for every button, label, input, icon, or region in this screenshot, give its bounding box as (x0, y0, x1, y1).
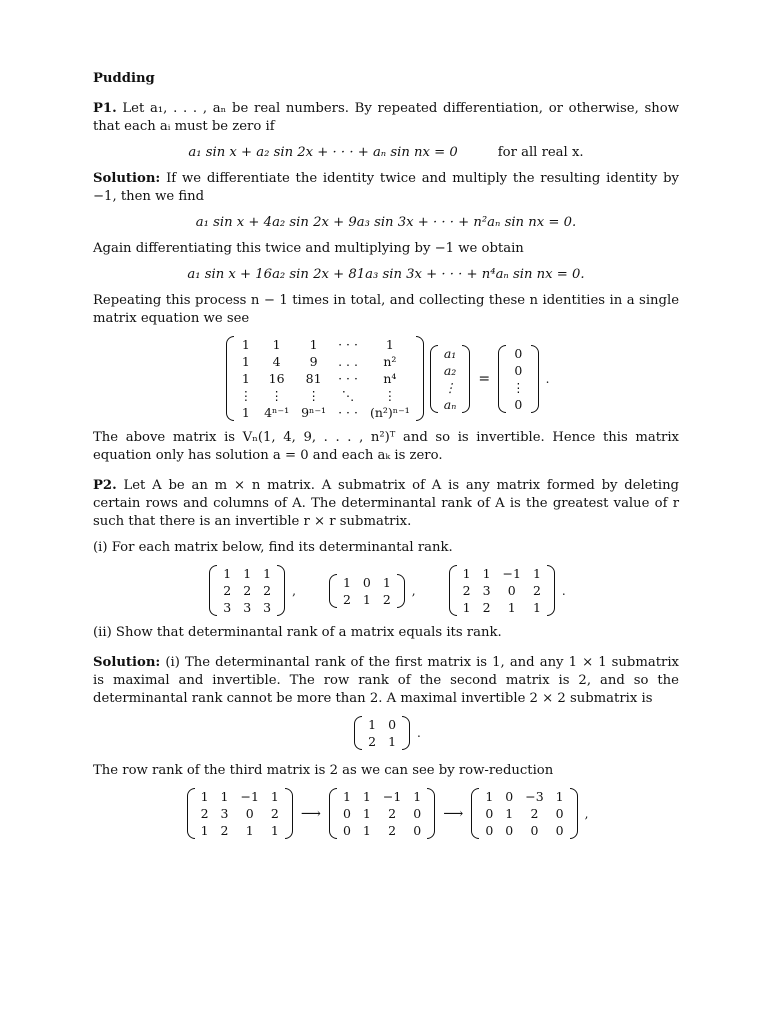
matrix-cell: 1 (270, 823, 279, 838)
matrix-cell: 0 (342, 806, 351, 821)
matrix-cell: 1 (243, 566, 252, 581)
matrix-cell: 1 (482, 566, 491, 581)
matrix-cell: 1 (462, 566, 471, 581)
matrix-cell: 0 (388, 717, 397, 732)
matrix-cell: 1 (385, 337, 394, 352)
matrix-cell: 0 (555, 823, 564, 838)
vector-a (430, 345, 471, 413)
matrix-cell: 2 (530, 806, 539, 821)
matrix-cell: 3 (263, 600, 272, 615)
matrix-cell: 16 (268, 371, 285, 386)
matrix-cell: 1 (245, 823, 254, 838)
matrix-cell: ⋱ (341, 388, 355, 403)
matrix-cell: 1 (413, 789, 422, 804)
matrix-cell: 1 (342, 574, 351, 590)
matrix-cell: 0 (342, 823, 351, 838)
matrix-cell: 1 (220, 789, 229, 804)
matrix-cell: 1 (382, 574, 391, 590)
matrix-cell: 1 (200, 789, 209, 804)
matrix-cell: 3 (223, 600, 232, 615)
matrix-cell: 0 (514, 345, 523, 361)
matrix-cell: aₙ (443, 396, 457, 412)
matrix-cell: 1 (270, 789, 279, 804)
p1-statement: P1. Let a₁, . . . , aₙ be real numbers. By repeated differentiation, or otherwise, show that each aᵢ must be zero if (93, 101, 679, 134)
matrix-cell: 0 (514, 362, 523, 378)
matrix-cell: 81 (305, 371, 322, 386)
matrix-cell: 0 (485, 806, 494, 821)
matrix-cell: 2 (220, 823, 229, 838)
matrix-cell: 1 (263, 566, 272, 581)
matrix-cell: ⋮ (383, 388, 397, 403)
matrix-cell: 1 (368, 717, 377, 732)
matrix-cell: 1 (507, 600, 516, 615)
rr-matrix-3 (471, 788, 577, 839)
p1-solution: Solution: If we differentiate the identity twice and multiply the resulting identity by −1, then we find (93, 171, 680, 204)
matrix-cell: 1 (309, 337, 318, 352)
matrix-cell: 1 (555, 789, 564, 804)
matrix-cell: 1 (362, 823, 371, 838)
submatrix (354, 716, 410, 750)
matrix-cell: 0 (245, 806, 254, 821)
matrix-cell: 2 (462, 583, 471, 598)
matrix-cell: 0 (530, 823, 539, 838)
matrix-cell: 2 (270, 806, 279, 821)
matrix-cell: 2 (482, 600, 491, 615)
rr-matrix-1 (187, 788, 293, 839)
matrix-cell: · · · (338, 371, 358, 386)
p2-part-ii: (ii) Show that determinantal rank of a matrix equals its rank. (93, 625, 502, 640)
p1-eq3: a₁ sin x + 16a₂ sin 2x + 81a₃ sin 3x + · · · + n⁴aₙ sin nx = 0. (187, 267, 585, 282)
p2-statement: P2. Let A be an m × n matrix. A submatrix of A is any matrix formed by deleting certain rows and columns of A. The determinantal rank of A is the greatest value of r such that there is an invertible r × r submatrix. (93, 478, 680, 529)
p1-equation: a₁ sin x + a₂ sin 2x + · · · + aₙ sin nx = 0 for all real x. (188, 145, 584, 160)
matrix-cell: 4 (272, 354, 281, 369)
p2-solution: Solution: (i) The determinantal rank of the first matrix is 1, and any 1 × 1 submatrix is maximal and invertible. The row rank of the second matrix is 2, and so the determinantal rank cannot be more than 2. A maximal invertible 2 × 2 submatrix is (93, 655, 679, 706)
matrix-cell: 1 (485, 789, 494, 804)
matrix-cell: 1 (200, 823, 209, 838)
matrix-cell: a₂ (443, 362, 457, 378)
p1-eq2: a₁ sin x + 4a₂ sin 2x + 9a₃ sin 3x + · · · + n²aₙ sin nx = 0. (195, 215, 577, 230)
matrix-cell: 4ⁿ⁻¹ (264, 405, 290, 420)
matrix-cell: 1 (505, 806, 514, 821)
matrix-cell: · · · (338, 405, 358, 420)
matrix-cell: n² (383, 354, 397, 369)
matrix-cell: ⋮ (307, 388, 320, 403)
matrix-cell: 1 (272, 337, 281, 352)
matrix-cell: 0 (505, 823, 514, 838)
matrix-cell: 2 (368, 734, 377, 749)
matrix-cell: 0 (413, 823, 422, 838)
matrix-cell: 2 (388, 806, 397, 821)
matrix-2 (329, 574, 405, 608)
matrix-1 (209, 565, 285, 616)
matrix-cell: 1 (532, 566, 541, 581)
p2-matrices: 1 1 1 2 2 2 3 3 3 , 1 0 1 2 1 2 , 1 1 −1 1 2 3 0 2 1 2 1 1 . (93, 565, 679, 616)
matrix-cell: 3 (243, 600, 252, 615)
matrix-cell: 1 (241, 371, 250, 386)
matrix-cell: a₁ (443, 345, 457, 361)
row-reduction: 1 1 −1 1 2 3 0 2 1 2 1 1 ⟶ 1 1 −1 1 0 1 2 0 0 1 2 0 ⟶ 1 0 −3 1 0 1 2 0 0 0 0 0 , (93, 788, 679, 839)
arrow-2: ⟶ (443, 805, 464, 822)
matrix-cell: ⋮ (512, 379, 525, 395)
matrix-cell: 3 (220, 806, 229, 821)
matrix-cell: (n²)ⁿ⁻¹ (369, 405, 410, 420)
matrix-cell: −1 (382, 789, 402, 804)
matrix-cell: 0 (507, 583, 516, 598)
matrix-cell: 3 (482, 583, 491, 598)
p1-conclusion: The above matrix is Vₙ(1, 4, 9, . . . , n²)ᵀ and so is invertible. Hence this matrix equation only has solution a = 0 and each aₖ is zero. (93, 430, 679, 463)
matrix-cell: 2 (243, 583, 252, 598)
matrix-cell: ⋮ (270, 388, 283, 403)
p2-part-i: (i) For each matrix below, find its determinantal rank. (93, 540, 453, 555)
matrix-cell: · · · (338, 337, 358, 352)
matrix-cell: 2 (223, 583, 232, 598)
equals-sign: = (478, 370, 491, 387)
matrix-cell: 2 (382, 591, 391, 607)
matrix-cell: 1 (462, 600, 471, 615)
p1-matrix-equation: 1 1 1 · · · 1 1 4 9 . . . n² 1 16 81 · · · n⁴ ⋮ ⋮ ⋮ ⋱ ⋮ 1 4ⁿ⁻¹ 9ⁿ⁻¹ · · · (n²)ⁿ⁻¹ a₁ a₂ ⋮ aₙ = 0 0 ⋮ 0 . (93, 336, 679, 421)
matrix-cell: 1 (241, 405, 250, 420)
p2-text-rr: The row rank of the third matrix is 2 as we can see by row-reduction (93, 763, 554, 778)
matrix-cell: 2 (342, 591, 351, 607)
section-title: Pudding (93, 71, 155, 86)
matrix-cell: −1 (502, 566, 521, 581)
matrix-cell: 1 (362, 806, 371, 821)
matrix-cell: ⋮ (239, 388, 253, 403)
matrix-cell: 1 (223, 566, 232, 581)
vandermonde-matrix (226, 336, 424, 421)
matrix-cell: 1 (388, 734, 397, 749)
arrow-1: ⟶ (300, 805, 321, 822)
matrix-cell: 0 (555, 806, 564, 821)
matrix-cell: 1 (362, 591, 371, 607)
matrix-cell: n⁴ (383, 371, 397, 386)
matrix-cell: 9ⁿ⁻¹ (301, 405, 327, 420)
matrix-cell: −1 (240, 789, 259, 804)
document-page (93, 70, 679, 839)
matrix-cell: 2 (200, 806, 209, 821)
matrix-cell: 1 (241, 337, 250, 352)
rr-matrix-2 (329, 788, 435, 839)
matrix-cell: 1 (241, 354, 250, 369)
p1-text2: Again differentiating this twice and multiplying by −1 we obtain (93, 241, 524, 256)
matrix-cell: 1 (362, 789, 371, 804)
matrix-3 (449, 565, 555, 616)
sub-matrix-row: 1 0 2 1 . (93, 716, 679, 750)
matrix-cell: 2 (263, 583, 272, 598)
matrix-cell: −3 (525, 789, 544, 804)
matrix-cell: 0 (514, 396, 523, 412)
matrix-cell: . . . (338, 354, 358, 369)
matrix-cell: 0 (362, 574, 371, 590)
matrix-cell: 2 (388, 823, 397, 838)
vector-zero (498, 345, 539, 413)
matrix-cell: 1 (532, 600, 541, 615)
p1-text3: Repeating this process n − 1 times in total, and collecting these n identities in a single matrix equation we see (93, 293, 679, 326)
matrix-cell: 9 (309, 354, 318, 369)
matrix-cell: 0 (485, 823, 494, 838)
matrix-cell: ⋮ (443, 379, 457, 395)
matrix-cell: 0 (505, 789, 514, 804)
matrix-cell: 2 (532, 583, 541, 598)
matrix-cell: 1 (342, 789, 351, 804)
p1-label: P1. (93, 101, 117, 116)
matrix-cell: 0 (413, 806, 422, 821)
